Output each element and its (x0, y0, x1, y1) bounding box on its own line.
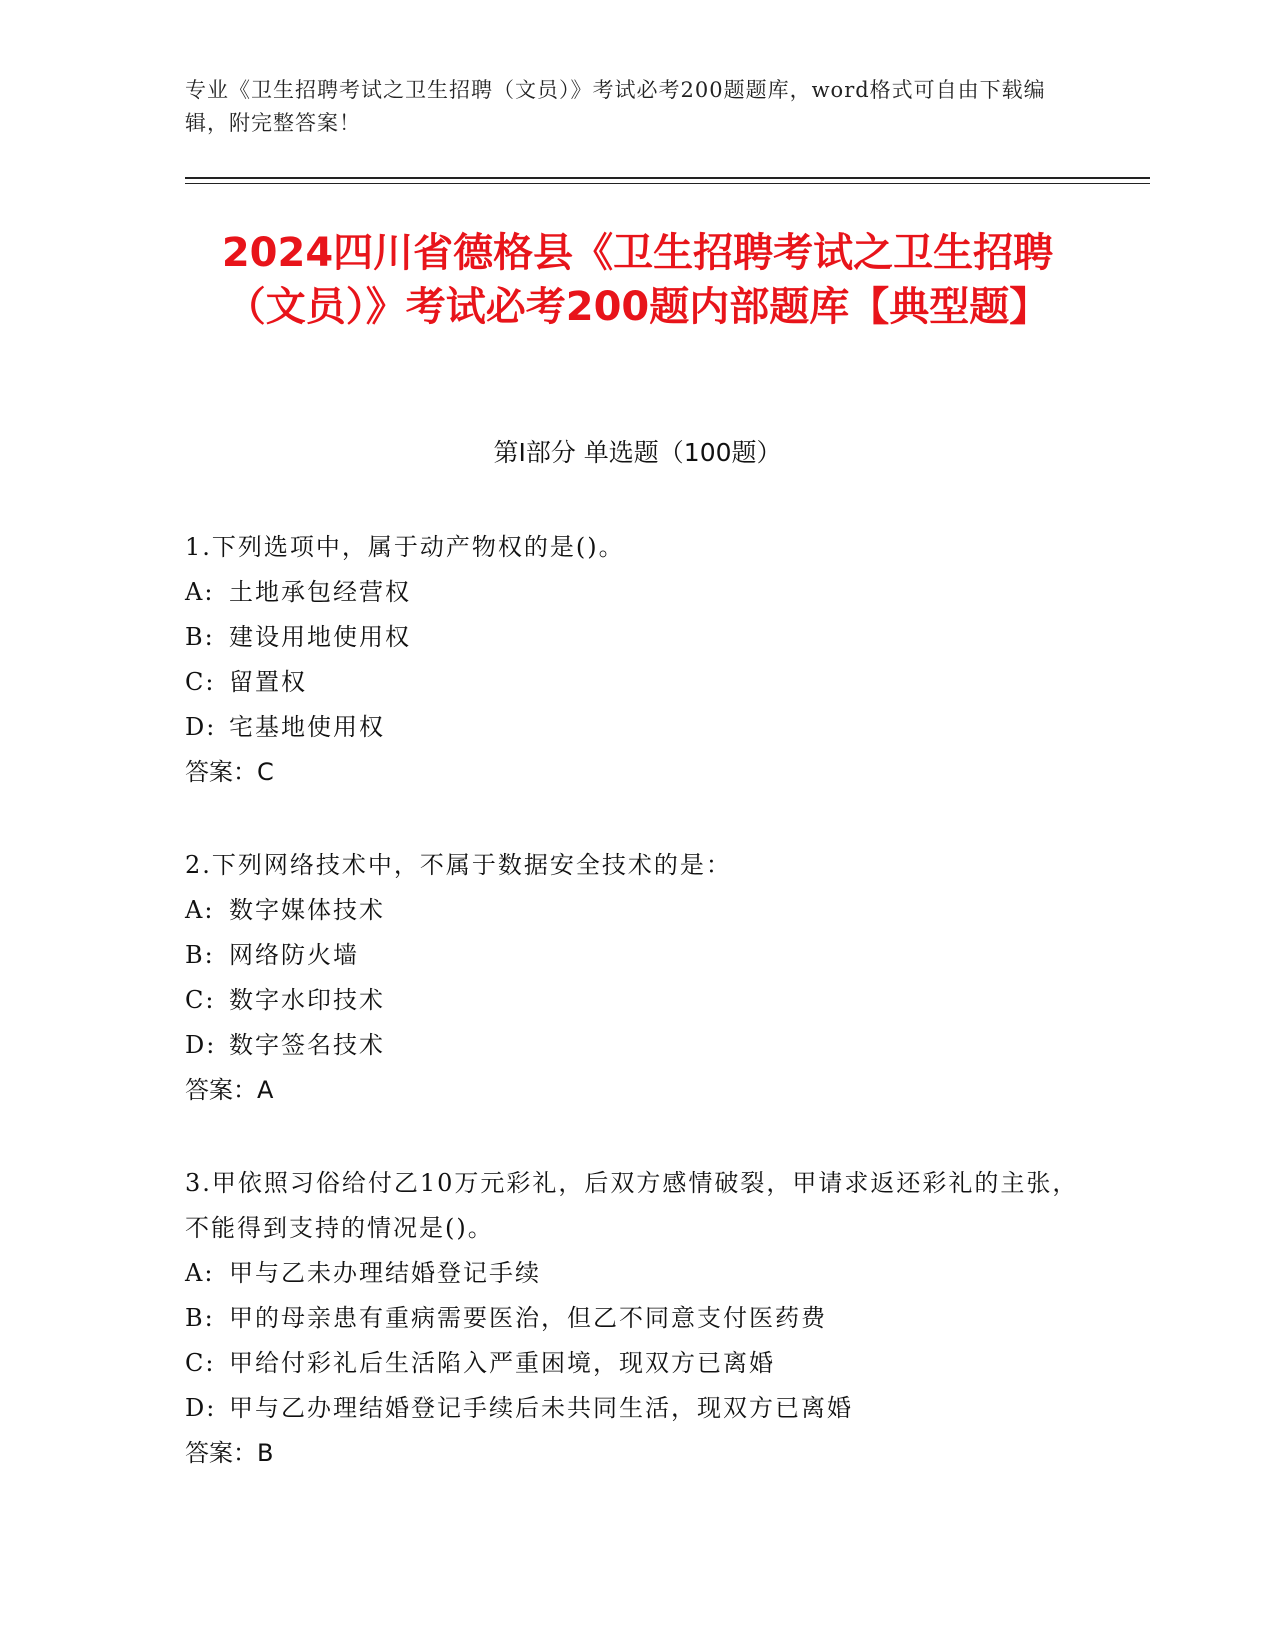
option-d (185, 705, 1085, 750)
option-text: 留置权 (229, 668, 307, 696)
option-text: 甲与乙办理结婚登记手续后未共同生活，现双方已离婚 (229, 1394, 853, 1422)
answer: 答案：B (185, 1439, 274, 1467)
answer: 答案：C (185, 758, 274, 786)
question-1 (185, 525, 1085, 795)
option-d (185, 1386, 1085, 1431)
option-letter: B: (185, 1304, 215, 1332)
header-note: 专业《卫生招聘考试之卫生招聘（文员）》考试必考200题题库，word格式可自由下载编辑，附完整答案！ (185, 78, 1046, 135)
option-letter: A: (185, 578, 215, 606)
option-text: 数字媒体技术 (229, 896, 385, 924)
option-text: 宅基地使用权 (229, 713, 385, 741)
option-letter: B: (185, 941, 215, 969)
answer: 答案：A (185, 1076, 274, 1104)
option-text: 数字水印技术 (229, 986, 385, 1014)
option-b (185, 933, 1085, 978)
option-letter: C: (185, 986, 216, 1014)
option-letter: C: (185, 668, 216, 696)
option-letter: C: (185, 1349, 216, 1377)
question-stem: 2.下列网络技术中，不属于数据安全技术的是： (185, 851, 732, 879)
option-c (185, 1341, 1085, 1386)
option-text: 甲的母亲患有重病需要医治，但乙不同意支付医药费 (229, 1304, 827, 1332)
option-letter: D: (185, 1394, 217, 1422)
option-letter: D: (185, 1031, 217, 1059)
question-list (185, 525, 1085, 1524)
question-2 (185, 843, 1085, 1113)
option-c (185, 660, 1085, 705)
section-heading: 第I部分 单选题（100题） (493, 438, 782, 467)
option-text: 建设用地使用权 (229, 623, 411, 651)
question-3 (185, 1161, 1085, 1476)
option-c (185, 978, 1085, 1023)
option-letter: D: (185, 713, 217, 741)
document-title: 2024四川省德格县《卫生招聘考试之卫生招聘（文员）》考试必考200题内部题库【典型题】 (221, 230, 1054, 330)
question-stem: 1.下列选项中，属于动产物权的是()。 (185, 533, 625, 561)
option-letter: A: (185, 896, 215, 924)
option-b (185, 1296, 1085, 1341)
option-text: 甲给付彩礼后生活陷入严重困境，现双方已离婚 (229, 1349, 775, 1377)
option-text: 甲与乙未办理结婚登记手续 (229, 1259, 541, 1287)
option-d (185, 1023, 1085, 1068)
option-b (185, 615, 1085, 660)
option-a (185, 888, 1085, 933)
option-a (185, 1251, 1085, 1296)
option-a (185, 570, 1085, 615)
option-text: 数字签名技术 (229, 1031, 385, 1059)
option-text: 网络防火墙 (229, 941, 359, 969)
option-text: 土地承包经营权 (229, 578, 411, 606)
option-letter: B: (185, 623, 215, 651)
header-divider-thick (185, 177, 1150, 179)
option-letter: A: (185, 1259, 215, 1287)
header-divider-thin (185, 183, 1150, 184)
question-stem: 3.甲依照习俗给付乙10万元彩礼，后双方感情破裂，甲请求返还彩礼的主张，不能得到支持的情况是()。 (185, 1169, 1079, 1242)
